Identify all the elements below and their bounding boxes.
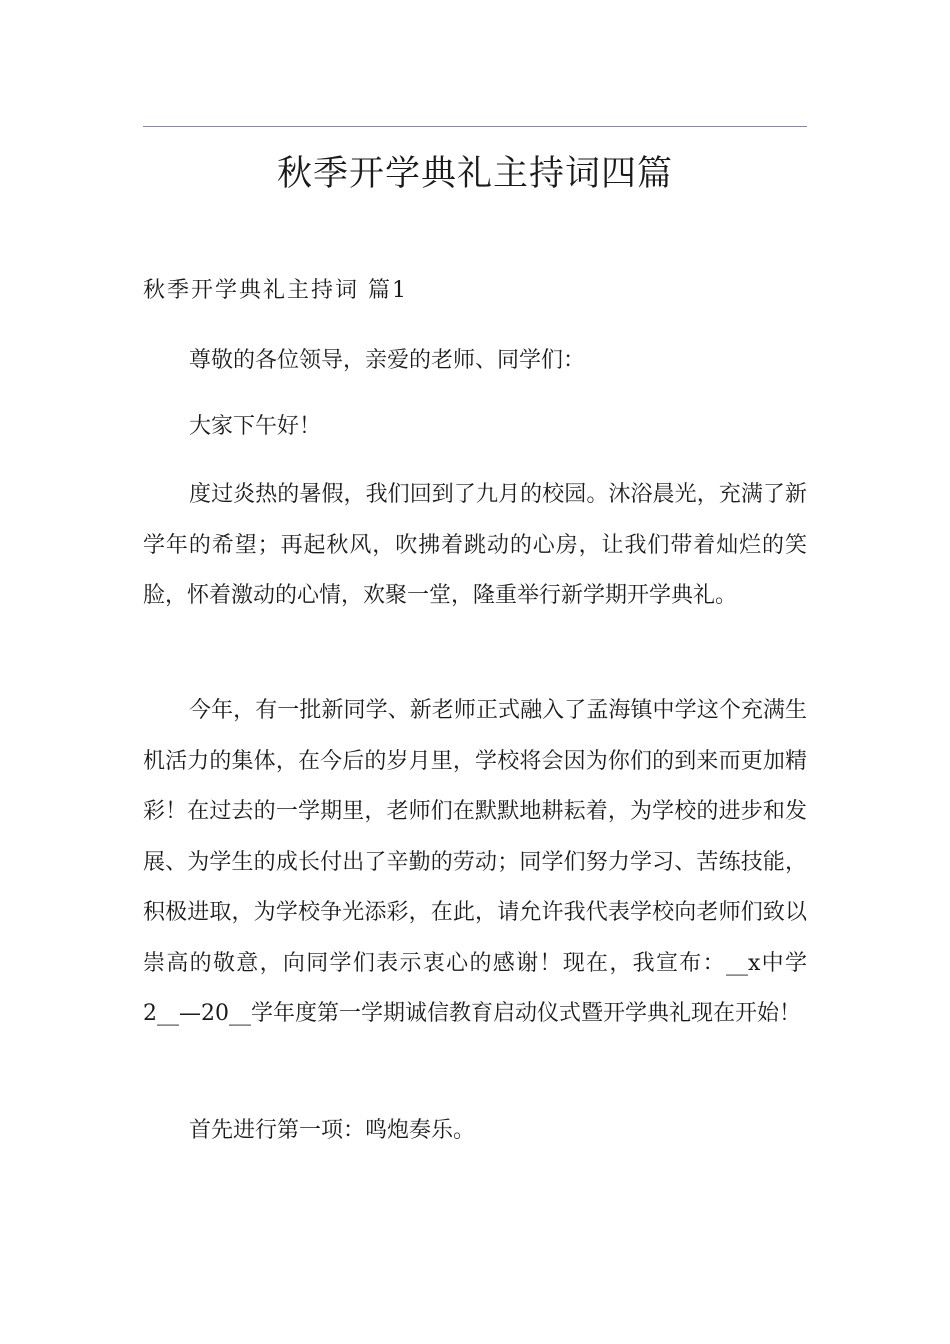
paragraph-opening: 度过炎热的暑假，我们回到了九月的校园。沐浴晨光，充满了新学年的希望；再起秋风，吹拂着跳动的心房，让我们带着灿烂的笑脸，怀着激动的心情，欢聚一堂，隆重举行新学期开学典礼。 [143,482,807,608]
paragraph-salutation: 大家下午好！ [189,414,322,439]
paragraph-greeting: 尊敬的各位领导，亲爱的老师、同学们： [189,348,586,373]
section-heading: 秋季开学典礼主持词 篇1 [143,278,408,303]
document-title: 秋季开学典礼主持词四篇 [276,154,673,194]
paragraph-announcement: 今年，有一批新同学、新老师正式融入了孟海镇中学这个充满生机活力的集体，在今后的岁月里，学校将会因为你们的到来而更加精彩！在过去的一学期里，老师们在默默地耕耘着，为学校的进步和发展、为学生的成长付出了辛勤的劳动；同学们努力学习、苦练技能，积极进取，为学校争光添彩，在此，请允许我代表学校向老师们致以崇高的敬意，向同学们表示衷心的感谢！现在，我宣布：__x中学2__—20__学年度第一学期诚信教育启动仪式暨开学典礼现在开始！ [143,698,807,1026]
paragraph-first-item: 首先进行第一项：鸣炮奏乐。 [189,1118,476,1143]
header-rule [143,126,807,127]
